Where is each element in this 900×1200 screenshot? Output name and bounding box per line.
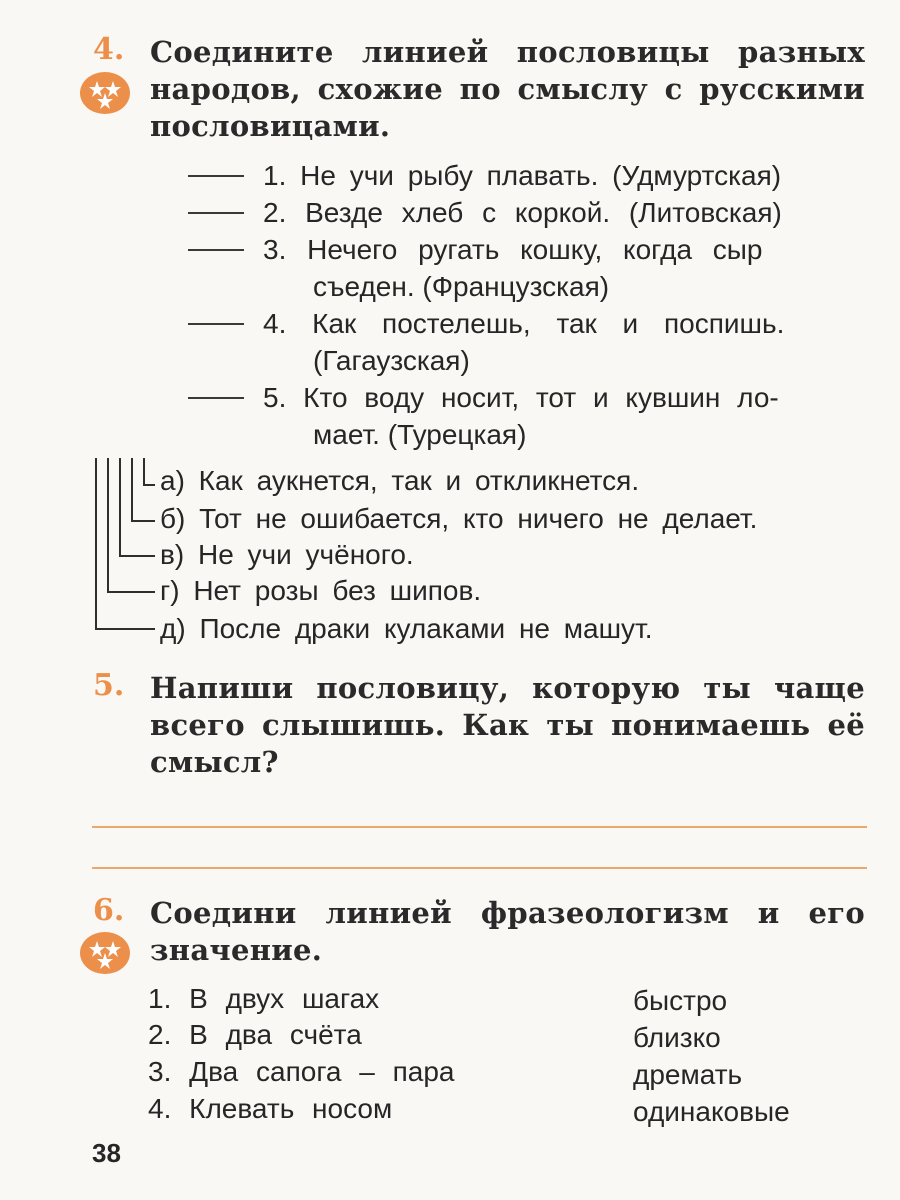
- connector-b-vertical: [131, 458, 133, 522]
- meaning-4: одинаковые: [633, 1096, 790, 1127]
- two-stars-badge-icon: [80, 932, 130, 974]
- connector-v-vertical: [119, 458, 121, 557]
- connector-g-vertical: [107, 458, 109, 593]
- two-stars-badge-icon: [80, 72, 130, 114]
- connector-d-horizontal: [95, 628, 155, 630]
- meaning-2: близко: [633, 1022, 721, 1053]
- idiom-2: 2. В два счёта: [148, 1019, 362, 1050]
- proverb-2-line-1: 2. Везде хлеб с коркой. (Литовская): [263, 197, 782, 228]
- task-4-number: 4.: [93, 32, 125, 67]
- idiom-1: 1. В двух шагах: [148, 983, 380, 1014]
- answer-line-1[interactable]: [92, 826, 867, 828]
- russian-proverb-a: а) Как аукнется, так и откликнется.: [160, 465, 640, 496]
- connector-a-horizontal: [143, 484, 155, 486]
- task-5-instruction: Напиши пословицу, которую ты чаще всего слышишь. Как ты понимаешь её смысл?: [150, 671, 865, 779]
- connector-a-vertical: [143, 458, 145, 486]
- connector-b-horizontal: [131, 520, 155, 522]
- proverb-1-line-1: 1. Не учи рыбу плавать. (Удмуртская): [263, 160, 782, 191]
- proverb-4-line-2: (Гагаузская): [313, 345, 470, 376]
- answer-line-2[interactable]: [92, 867, 867, 869]
- proverb-3-line-2: съеден. (Французская): [313, 271, 610, 302]
- proverb-5-line-1: 5. Кто воду носит, тот и кувшин ло-: [263, 382, 779, 413]
- idiom-3: 3. Два сапога – пара: [148, 1056, 455, 1087]
- russian-proverb-d: д) После драки кулаками не машут.: [160, 613, 653, 644]
- connector-d-vertical: [95, 458, 97, 630]
- meaning-3: дремать: [633, 1059, 743, 1090]
- meaning-1: быстро: [633, 985, 728, 1016]
- idiom-4: 4. Клевать носом: [148, 1093, 393, 1124]
- russian-proverb-v: в) Не учи учёного.: [160, 539, 414, 570]
- task-4-instruction: Соедините линией пословицы разных народов, схожие по смыслу с русскими пословицами.: [150, 35, 865, 143]
- proverb-4-dash: [188, 323, 244, 325]
- task-6-instruction: Соедини линией фразеологизм и его значение.: [150, 896, 865, 967]
- connector-v-horizontal: [119, 555, 155, 557]
- page-number: 38: [92, 1138, 121, 1168]
- task-6-number: 6.: [93, 893, 125, 928]
- proverb-5-dash: [188, 397, 244, 399]
- russian-proverb-b: б) Тот не ошибается, кто ничего не делает.: [160, 503, 758, 534]
- proverb-5-line-2: мает. (Турецкая): [313, 419, 527, 450]
- proverb-4-line-1: 4. Как постелешь, так и поспишь.: [263, 308, 785, 339]
- proverb-1-dash: [188, 175, 244, 177]
- proverb-3-line-1: 3. Нечего ругать кошку, когда сыр: [263, 234, 763, 265]
- proverb-3-dash: [188, 249, 244, 251]
- proverb-2-dash: [188, 212, 244, 214]
- task-5-number: 5.: [93, 668, 125, 703]
- russian-proverb-g: г) Нет розы без шипов.: [160, 575, 482, 606]
- connector-g-horizontal: [107, 591, 155, 593]
